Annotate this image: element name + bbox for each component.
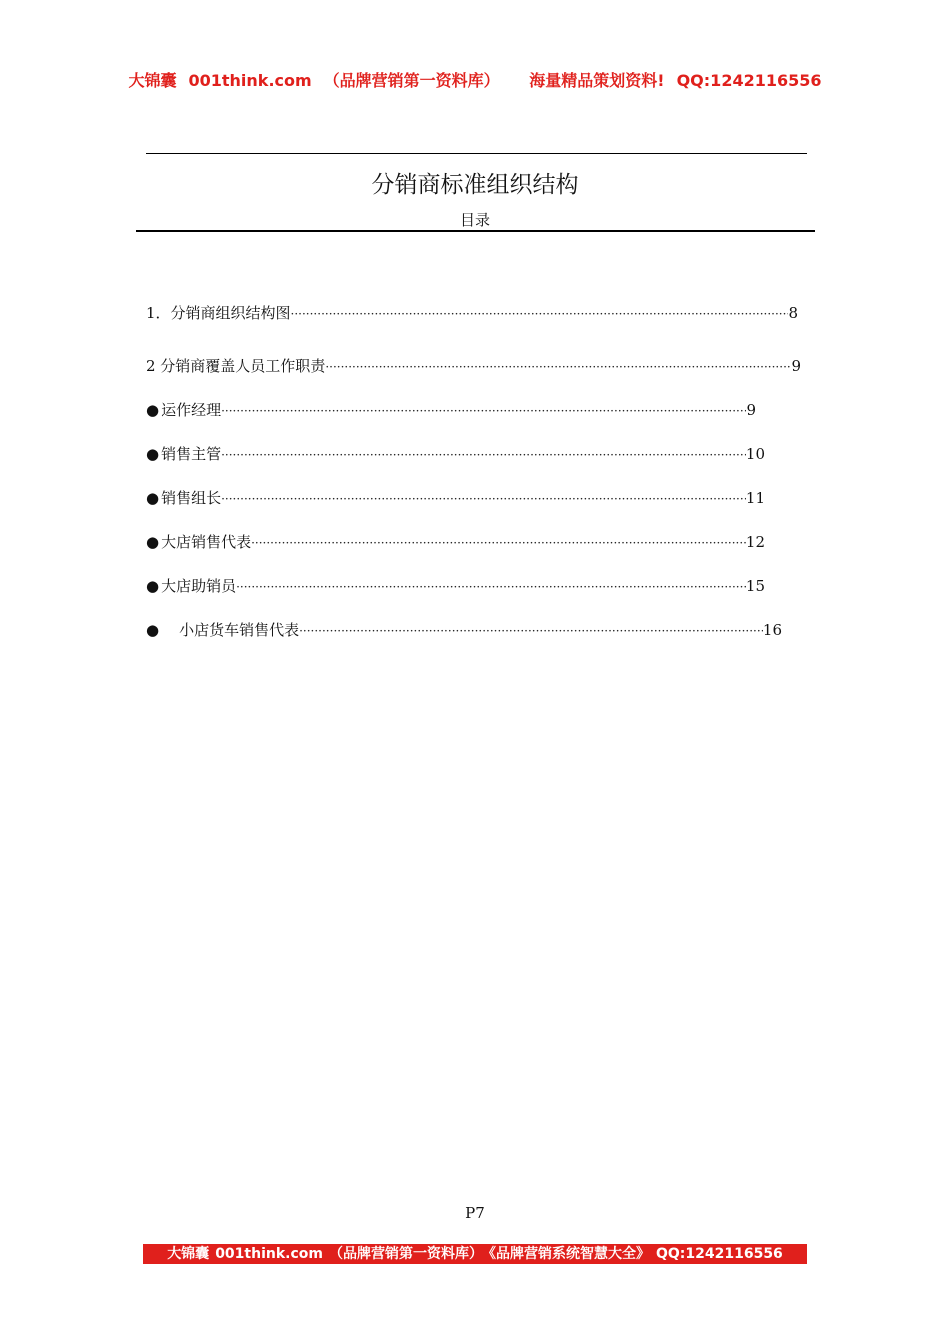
bullet-icon: ● <box>146 577 160 595</box>
bullet-icon: ● <box>146 489 160 507</box>
footer-brand: 大锦囊 <box>167 1246 210 1262</box>
header-tagline: （品牌营销第一资料库） <box>323 71 500 90</box>
toc-entry-label: 1．分销商组织结构图 <box>146 304 291 322</box>
footer-site-link[interactable]: 001think.com <box>215 1246 323 1262</box>
toc-entry-page: 12 <box>745 533 765 551</box>
toc-leader <box>221 448 746 466</box>
toc-entry[interactable] <box>146 487 765 510</box>
toc-entry[interactable] <box>146 355 801 378</box>
title-divider <box>136 230 815 232</box>
toc-entry-page: 15 <box>745 577 765 595</box>
toc-entry-page: 8 <box>788 304 798 322</box>
toc-entry-label: 大店销售代表 <box>161 533 252 551</box>
bullet-icon: ● <box>146 401 160 419</box>
header-divider <box>146 153 807 154</box>
toc-leader <box>325 360 791 378</box>
toc-entry[interactable] <box>146 575 765 598</box>
toc-entry-label: 销售主管 <box>161 445 222 463</box>
toc-entry[interactable] <box>146 619 782 642</box>
bullet-icon: ● <box>146 621 160 639</box>
footer-banner <box>143 1244 807 1264</box>
header-promo: 海量精品策划资料! <box>529 71 665 90</box>
toc-entry[interactable] <box>146 443 765 466</box>
toc-entry-page: 11 <box>745 489 765 507</box>
toc-entry-page: 9 <box>746 401 756 419</box>
toc-entry[interactable] <box>146 302 798 325</box>
footer-tagline: （品牌营销第一资料库） <box>328 1246 483 1262</box>
toc-leader <box>236 580 746 598</box>
toc-entry-label: 运作经理 <box>161 401 222 419</box>
header-site-link[interactable]: 001think.com <box>188 71 312 90</box>
footer-book: 《品牌营销系统智慧大全》 <box>488 1246 650 1262</box>
header-qq: QQ:1242116556 <box>676 71 822 90</box>
toc-heading: 目录 <box>459 211 490 229</box>
footer-qq: QQ:1242116556 <box>655 1246 783 1262</box>
toc-leader <box>291 307 789 325</box>
toc-entry-page: 16 <box>762 621 782 639</box>
bullet-icon: ● <box>146 445 160 463</box>
toc-leader <box>221 404 746 422</box>
toc-leader <box>221 492 746 510</box>
toc-entry[interactable] <box>146 531 765 554</box>
toc-entry-page: 9 <box>791 357 801 375</box>
toc-leader <box>251 536 746 554</box>
header-brand: 大锦囊 <box>128 71 177 90</box>
toc-entry-label: 小店货车销售代表 <box>179 621 300 639</box>
toc-entry[interactable] <box>146 399 756 422</box>
bullet-icon: ● <box>146 533 160 551</box>
toc-entry-label: 大店助销员 <box>161 577 237 595</box>
header-banner <box>0 68 950 91</box>
toc-entry-label: 销售组长 <box>161 489 222 507</box>
toc-entry-label: 2 分销商覆盖人员工作职责 <box>146 357 326 375</box>
toc-leader <box>299 624 763 642</box>
document-title: 分销商标准组织结构 <box>371 172 579 198</box>
toc-entry-page: 10 <box>745 445 765 463</box>
page-number: P7 <box>465 1204 485 1222</box>
